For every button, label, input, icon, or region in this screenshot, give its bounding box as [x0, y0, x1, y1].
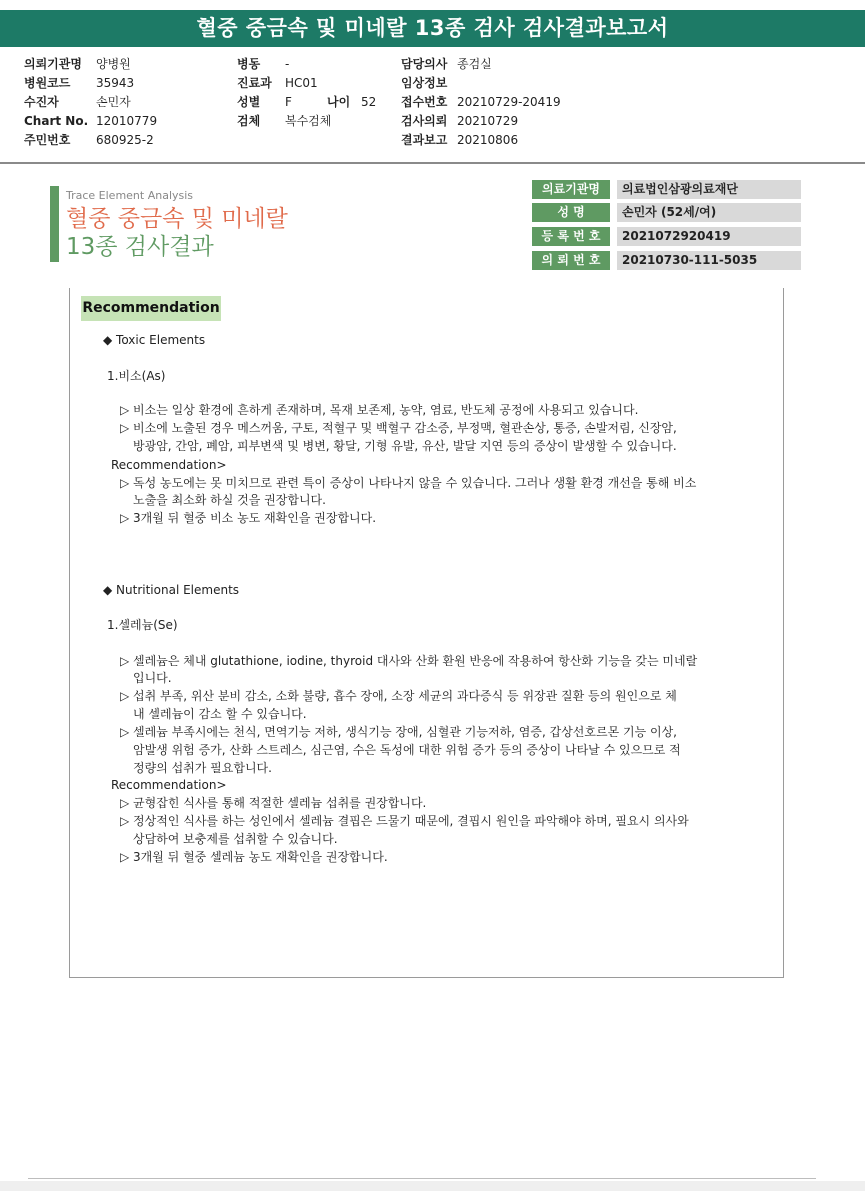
section-tagline: Trace Element Analysis	[66, 189, 194, 202]
info-value: 20210729-20419	[457, 95, 561, 109]
patient-box-value: 손민자 (52세/여)	[617, 203, 801, 222]
recommendation-tag: Recommendation	[81, 296, 221, 321]
nutritional-line: ▷ 셀레늄 부족시에는 천식, 면역기능 저하, 생식기능 장애, 심혈관 기능저하, 염증, 갑상선호르몬 기능 이상,	[120, 725, 677, 739]
patient-box-value: 20210730-111-5035	[617, 251, 801, 270]
info-value: 680925-2	[96, 133, 154, 147]
nutritional-rec-line: 상담하여 보충제를 섭취할 수 있습니다.	[133, 832, 338, 846]
info-label: 나이	[327, 95, 351, 109]
nutritional-line: ▷ 셀레늄은 체내 glutathione, iodine, thyroid 대사와 산화 환원 반응에 작용하여 항산화 기능을 갖는 미네랄	[120, 654, 698, 668]
nutritional-rec-line: ▷ 3개월 뒤 혈중 셀레늄 농도 재확인을 권장합니다.	[120, 850, 388, 864]
report-title: 혈중 중금속 및 미네랄 13종 검사 검사결과보고서	[0, 10, 865, 47]
info-label: 성별	[237, 95, 261, 109]
info-value: F	[285, 95, 292, 109]
toxic-rec-line: ▷ 3개월 뒤 혈중 비소 농도 재확인을 권장합니다.	[120, 511, 377, 525]
toxic-heading: ◆ Toxic Elements	[103, 333, 206, 347]
info-value: 52	[361, 95, 377, 109]
info-label: 의뢰기관명	[24, 57, 82, 71]
patient-info-col3	[401, 55, 561, 150]
info-value: 20210806	[457, 133, 519, 147]
toxic-item-title: 1.비소(As)	[107, 369, 166, 383]
info-value: 손민자	[96, 95, 131, 109]
patient-box-value: 의료법인삼광의료재단	[617, 180, 801, 199]
info-value: 20210729	[457, 114, 519, 128]
patient-box-value: 2021072920419	[617, 227, 801, 246]
footer-divider	[28, 1178, 816, 1179]
patient-box-label: 의료기관명	[532, 180, 610, 199]
info-label: 검사의뢰	[401, 114, 448, 128]
header-divider	[0, 162, 865, 164]
toxic-rec-line: ▷ 독성 농도에는 못 미치므로 관련 특이 증상이 나타나지 않을 수 있습니다. 그러나 생활 환경 개선을 통해 비소	[120, 476, 697, 490]
info-label: 수진자	[24, 95, 59, 109]
patient-box-label: 의 뢰 번 호	[532, 251, 610, 270]
section-title-line1: 혈중 중금속 및 미네랄	[66, 206, 288, 232]
footer-band	[0, 1181, 865, 1191]
info-label: 주민번호	[24, 133, 71, 147]
toxic-line: ▷ 비소에 노출된 경우 메스꺼움, 구토, 적혈구 및 백혈구 감소증, 부정맥, 혈관손상, 통증, 손발저림, 신장암,	[120, 421, 677, 435]
patient-info-col1	[24, 55, 157, 150]
patient-info-col2	[237, 55, 376, 131]
info-label: 결과보고	[401, 133, 448, 147]
info-label: 병원코드	[24, 76, 71, 90]
nutritional-line: ▷ 섭취 부족, 위산 분비 감소, 소화 불량, 흡수 장애, 소장 세균의 과다증식 등 위장관 질환 등의 원인으로 체	[120, 689, 677, 703]
accent-bar	[50, 186, 59, 262]
info-label: 접수번호	[401, 95, 448, 109]
info-label: 임상정보	[401, 76, 448, 90]
info-value: 종검실	[457, 57, 492, 71]
info-label: 병동	[237, 57, 261, 71]
patient-box-label: 성 명	[532, 203, 610, 222]
info-label: 담당의사	[401, 57, 448, 71]
toxic-rec-label: Recommendation>	[111, 458, 227, 472]
toxic-rec-line: 노출을 최소화 하실 것을 권장합니다.	[133, 493, 326, 507]
nutritional-line: 입니다.	[133, 671, 172, 685]
nutritional-rec-line: ▷ 균형잡힌 식사를 통해 적절한 셀레늄 섭취를 권장합니다.	[120, 796, 427, 810]
info-value: 복수검체	[285, 114, 332, 128]
info-value: 35943	[96, 76, 135, 90]
nutritional-rec-label: Recommendation>	[111, 778, 227, 792]
toxic-line: ▷ 비소는 일상 환경에 흔하게 존재하며, 목재 보존제, 농약, 염료, 반도체 공정에 사용되고 있습니다.	[120, 403, 639, 417]
info-value: 양병원	[96, 57, 131, 71]
nutritional-heading: ◆ Nutritional Elements	[103, 583, 240, 597]
info-label: Chart No.	[24, 114, 89, 128]
patient-box-label: 등 록 번 호	[532, 227, 610, 246]
info-value: -	[285, 57, 290, 71]
nutritional-line: 암발생 위험 증가, 산화 스트레스, 심근염, 수은 독성에 대한 위험 증가 등의 증상이 나타날 수 있으므로 적	[133, 743, 681, 757]
section-title-line2: 13종 검사결과	[66, 234, 214, 260]
toxic-line: 방광암, 간암, 폐암, 피부변색 및 병변, 황달, 기형 유발, 유산, 발달 지연 등의 증상이 발생할 수 있습니다.	[133, 439, 677, 453]
nutritional-line: 정량의 섭취가 필요합니다.	[133, 761, 272, 775]
nutritional-rec-line: ▷ 정상적인 식사를 하는 성인에서 셀레늄 결핍은 드물기 때문에, 결핍시 원인을 파악해야 하며, 필요시 의사와	[120, 814, 689, 828]
nutritional-item-title: 1.셀레늄(Se)	[107, 618, 178, 632]
info-value: HC01	[285, 76, 318, 90]
info-label: 검체	[237, 114, 261, 128]
info-value: 12010779	[96, 114, 158, 128]
nutritional-line: 내 셀레늄이 감소 할 수 있습니다.	[133, 707, 307, 721]
info-label: 진료과	[237, 76, 272, 90]
